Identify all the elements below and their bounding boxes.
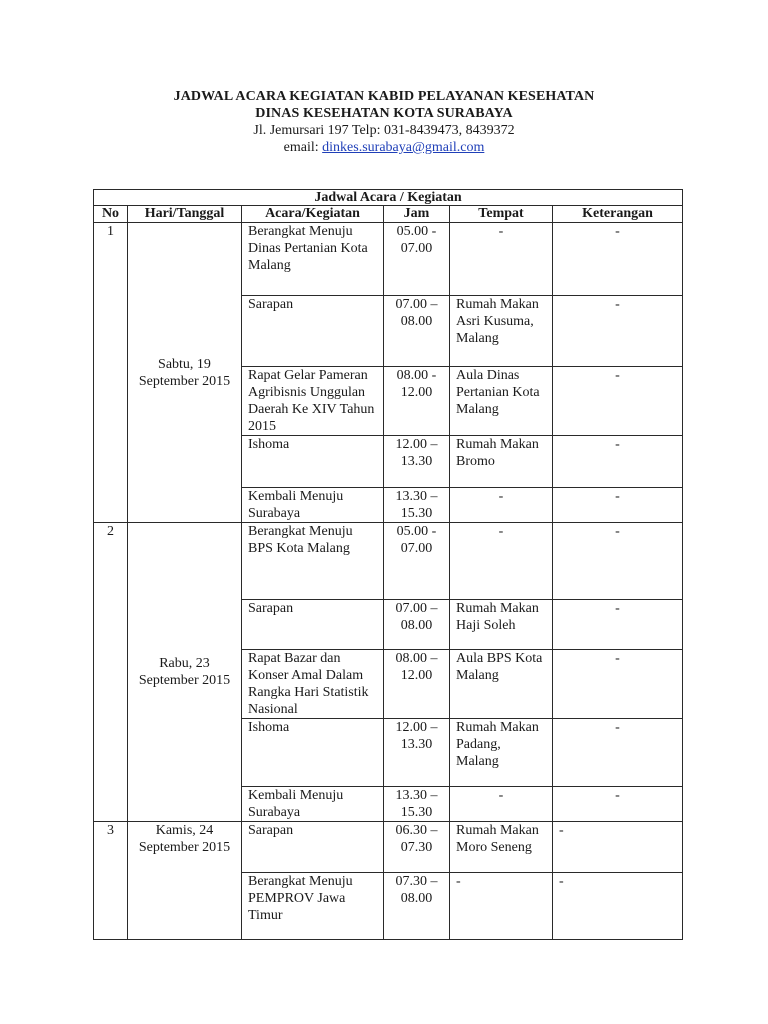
col-header-time: Jam xyxy=(384,206,450,223)
col-header-place: Tempat xyxy=(450,206,553,223)
col-header-activity: Acara/Kegiatan xyxy=(242,206,384,223)
day-date: Sabtu, 19 September 2015 xyxy=(128,223,242,523)
activity: Ishoma xyxy=(242,719,384,787)
place: - xyxy=(450,787,553,822)
col-header-date: Hari/Tanggal xyxy=(128,206,242,223)
notes: - xyxy=(553,223,683,296)
place: - xyxy=(450,873,553,940)
notes: - xyxy=(553,488,683,523)
col-header-notes: Keterangan xyxy=(553,206,683,223)
notes: - xyxy=(553,719,683,787)
notes: - xyxy=(553,787,683,822)
time: 05.00 - 07.00 xyxy=(384,523,450,600)
activity: Kembali Menuju Surabaya xyxy=(242,488,384,523)
notes: - xyxy=(553,600,683,650)
notes: - xyxy=(553,650,683,719)
table-row xyxy=(94,822,683,873)
time: 08.00 – 12.00 xyxy=(384,650,450,719)
place: Aula BPS Kota Malang xyxy=(450,650,553,719)
day-no: 1 xyxy=(94,223,128,523)
email-label: email: xyxy=(283,140,323,155)
time: 12.00 – 13.30 xyxy=(384,719,450,787)
place: - xyxy=(450,488,553,523)
time: 07.30 – 08.00 xyxy=(384,873,450,940)
time: 08.00 - 12.00 xyxy=(384,367,450,436)
notes: - xyxy=(553,822,683,873)
day-date: Kamis, 24 September 2015 xyxy=(128,822,242,940)
time: 07.00 – 08.00 xyxy=(384,600,450,650)
document-title: JADWAL ACARA KEGIATAN KABID PELAYANAN KESEHATAN xyxy=(173,89,595,104)
notes: - xyxy=(553,296,683,367)
activity: Sarapan xyxy=(242,600,384,650)
table-row xyxy=(94,523,683,600)
time: 05.00 - 07.00 xyxy=(384,223,450,296)
address-line: Jl. Jemursari 197 Telp: 031-8439473, 8439372 xyxy=(253,123,515,138)
place: Rumah Makan Moro Seneng xyxy=(450,822,553,873)
notes: - xyxy=(553,367,683,436)
document-header xyxy=(0,88,768,156)
notes: - xyxy=(553,873,683,940)
activity: Rapat Gelar Pameran Agribisnis Unggulan Daerah Ke XIV Tahun 2015 xyxy=(242,367,384,436)
schedule-table xyxy=(93,189,683,940)
email-line xyxy=(0,139,768,156)
time: 13.30 – 15.30 xyxy=(384,787,450,822)
day-no: 2 xyxy=(94,523,128,822)
place: Rumah Makan Padang, Malang xyxy=(450,719,553,787)
place: - xyxy=(450,223,553,296)
place: Rumah Makan Haji Soleh xyxy=(450,600,553,650)
activity: Rapat Bazar dan Konser Amal Dalam Rangka Hari Statistik Nasional xyxy=(242,650,384,719)
time: 12.00 – 13.30 xyxy=(384,436,450,488)
day-no: 3 xyxy=(94,822,128,940)
place: Rumah Makan Bromo xyxy=(450,436,553,488)
activity: Ishoma xyxy=(242,436,384,488)
email-link[interactable]: dinkes.surabaya@gmail.com xyxy=(322,140,485,155)
notes: - xyxy=(553,436,683,488)
activity: Sarapan xyxy=(242,296,384,367)
table-row xyxy=(94,223,683,296)
day-date: Rabu, 23 September 2015 xyxy=(128,523,242,822)
activity: Berangkat Menuju PEMPROV Jawa Timur xyxy=(242,873,384,940)
activity: Berangkat Menuju Dinas Pertanian Kota Malang xyxy=(242,223,384,296)
activity: Kembali Menuju Surabaya xyxy=(242,787,384,822)
place: Rumah Makan Asri Kusuma, Malang xyxy=(450,296,553,367)
time: 07.00 – 08.00 xyxy=(384,296,450,367)
col-header-no: No xyxy=(94,206,128,223)
place: - xyxy=(450,523,553,600)
table-caption: Jadwal Acara / Kegiatan xyxy=(94,190,683,206)
time: 06.30 – 07.30 xyxy=(384,822,450,873)
place: Aula Dinas Pertanian Kota Malang xyxy=(450,367,553,436)
activity: Sarapan xyxy=(242,822,384,873)
activity: Berangkat Menuju BPS Kota Malang xyxy=(242,523,384,600)
document-subtitle: DINAS KESEHATAN KOTA SURABAYA xyxy=(255,106,513,121)
notes: - xyxy=(553,523,683,600)
table-header-row xyxy=(94,206,683,223)
time: 13.30 – 15.30 xyxy=(384,488,450,523)
